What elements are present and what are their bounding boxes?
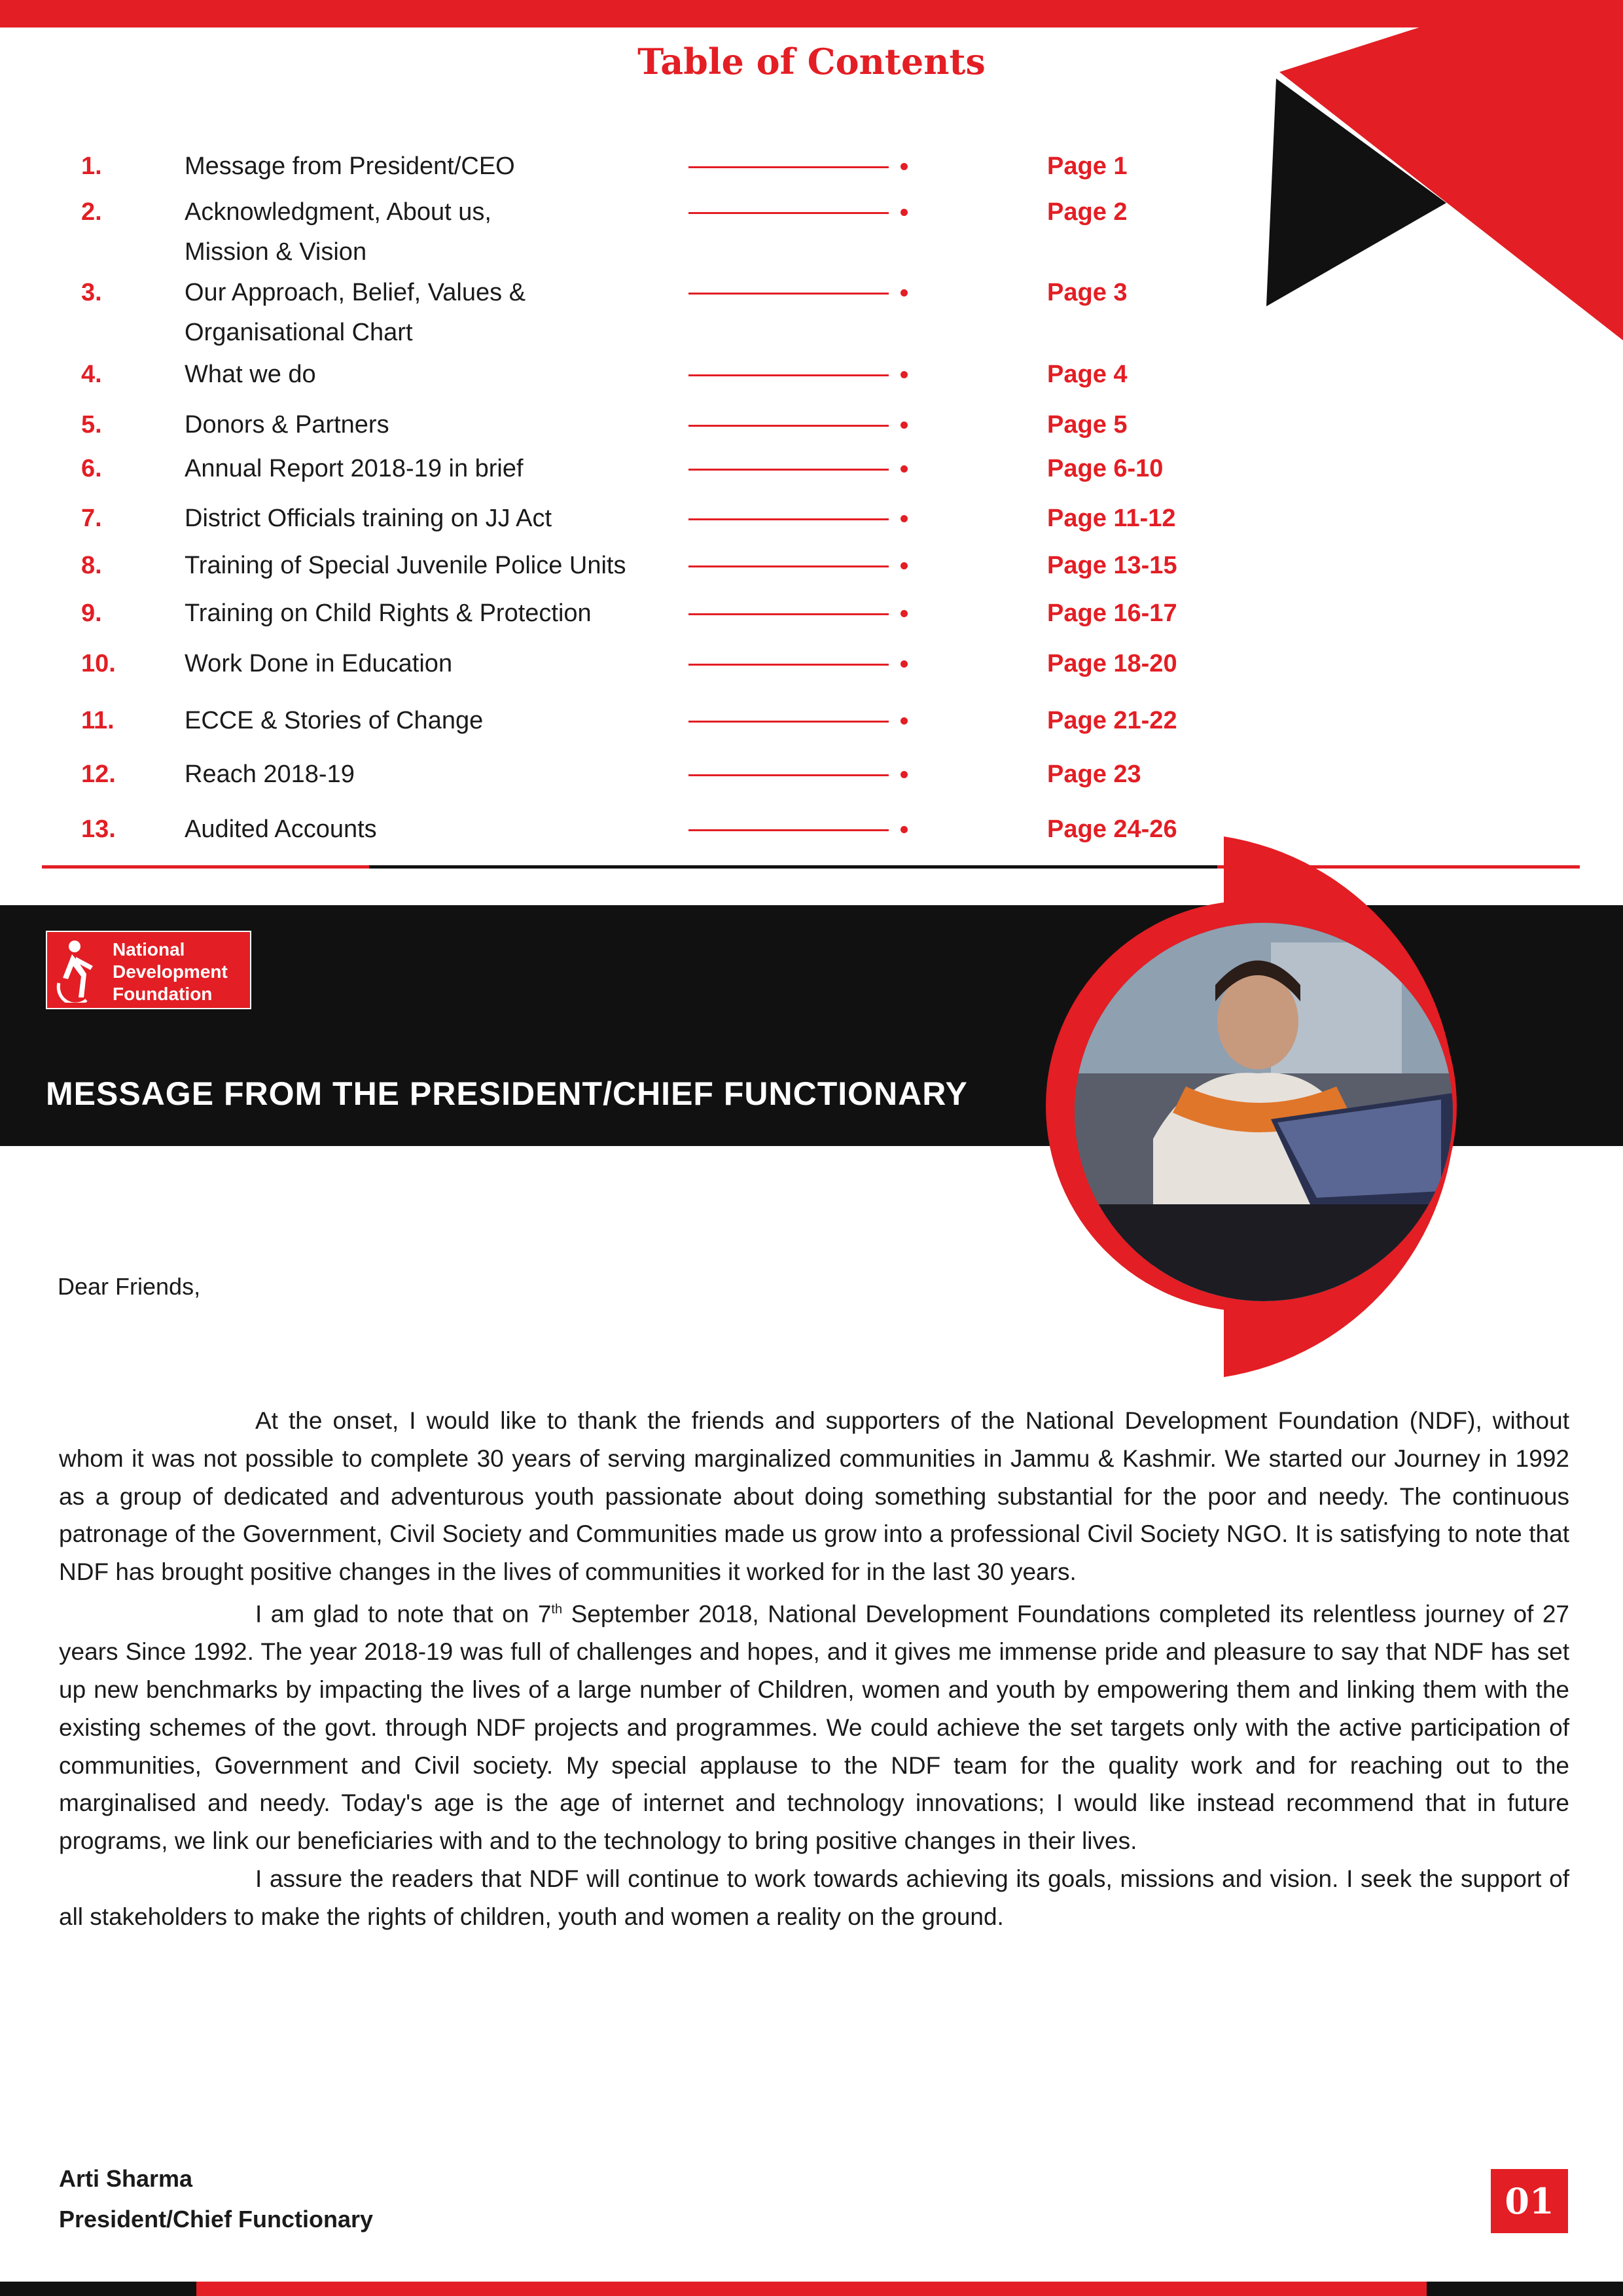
toc-leader-line (688, 829, 889, 831)
logo-line-3: Foundation (113, 984, 213, 1004)
toc-title: Table of Contents (637, 41, 986, 82)
toc-number: 9. (81, 600, 102, 627)
toc-entry-text: Training of Special Juvenile Police Units (185, 552, 626, 579)
toc-number: 2. (81, 198, 102, 226)
toc-bullet-dot (901, 771, 908, 778)
toc-bullet-dot (901, 562, 908, 569)
toc-entry-text: Reach 2018-19 (185, 761, 355, 788)
toc-number: 13. (81, 816, 116, 843)
toc-entry-text: Message from President/CEO (185, 152, 515, 180)
toc-page-ref: Page 6-10 (1047, 455, 1164, 482)
toc-leader-line (688, 374, 889, 376)
toc-bullet-dot (901, 610, 908, 617)
toc-bullet-dot (901, 422, 908, 429)
toc-page-ref: Page 16-17 (1047, 600, 1177, 627)
letter-p2-start: I am glad to note that on 7 (255, 1600, 552, 1628)
logo-wordmark (113, 939, 228, 1005)
toc-bullet-dot (901, 660, 908, 668)
logo-line-1: National (113, 939, 185, 960)
section-divider-accent-left (42, 865, 369, 869)
toc-leader-line (688, 565, 889, 567)
toc-page-ref: Page 23 (1047, 761, 1141, 788)
toc-page-ref: Page 3 (1047, 279, 1128, 306)
toc-number: 1. (81, 152, 102, 180)
toc-page-ref: Page 5 (1047, 411, 1128, 439)
toc-number: 7. (81, 505, 102, 532)
toc-bullet-dot (901, 371, 908, 378)
toc-bullet-dot (901, 717, 908, 725)
toc-leader-line (688, 425, 889, 427)
toc-entry-text: ECCE & Stories of Change (185, 707, 484, 734)
toc-page-ref: Page 18-20 (1047, 650, 1177, 677)
letter-body (59, 1402, 1569, 1935)
toc-number: 6. (81, 455, 102, 482)
toc-entry-text: Audited Accounts (185, 816, 377, 843)
letter-paragraph-1: At the onset, I would like to thank the friends and supporters of the National Development Foundation (NDF), without whom it was not possible to complete 30 years of serving marginalized communities in Jammu & Kashmir. We started our Journey in 1992 as a group of dedicated and adventurous youth passionate about doing something substantial for the poor and needy. The continuous patronage of the Government, Civil Society and Communities made us grow into a professional Civil Society NGO. It is satisfying to note that NDF has brought positive changes in the lives of communities it worked for in the last 30 years. (59, 1407, 1569, 1586)
toc-leader-line (688, 613, 889, 615)
toc-bullet-dot (901, 515, 908, 522)
toc-leader-line (688, 212, 889, 214)
toc-page-ref: Page 21-22 (1047, 707, 1177, 734)
president-photo (1075, 923, 1453, 1301)
toc-bullet-dot (901, 289, 908, 296)
letter-paragraph-3: I assure the readers that NDF will continue to work towards achieving its goals, missions and vision. I seek the support of all stakeholders to make the rights of children, youth and women a reality on the ground. (59, 1865, 1569, 1930)
logo-line-2: Development (113, 961, 228, 982)
toc-number: 10. (81, 650, 116, 677)
toc-number: 4. (81, 361, 102, 388)
banner-title: MESSAGE FROM THE PRESIDENT/CHIEF FUNCTIONARY (46, 1075, 968, 1112)
signatory-name: Arti Sharma (59, 2165, 193, 2192)
toc-leader-line (688, 518, 889, 520)
toc-leader-line (688, 469, 889, 471)
toc-leader-line (688, 166, 889, 168)
toc-bullet-dot (901, 163, 908, 170)
toc-page-ref: Page 13-15 (1047, 552, 1177, 579)
signatory-title: President/Chief Functionary (59, 2206, 374, 2233)
page-number-badge: 01 (1491, 2169, 1568, 2233)
toc-page-ref: Page 4 (1047, 361, 1128, 388)
toc-bullet-dot (901, 465, 908, 473)
salutation: Dear Friends, (58, 1273, 201, 1300)
toc-number: 12. (81, 761, 116, 788)
toc-entry-text: Acknowledgment, About us, Mission & Vision (185, 198, 491, 266)
toc-number: 8. (81, 552, 102, 579)
toc-page-ref: Page 11-12 (1047, 505, 1176, 532)
toc-number: 5. (81, 411, 102, 439)
toc-page-ref: Page 1 (1047, 152, 1128, 180)
date-superscript: th (551, 1602, 563, 1617)
toc-bullet-dot (901, 826, 908, 833)
toc-entry-text: District Officials training on JJ Act (185, 505, 552, 532)
toc-bullet-dot (901, 209, 908, 216)
bottom-bar-accent (196, 2282, 1427, 2296)
letter-paragraph-2 (59, 1591, 1569, 1860)
toc-entry-text: Work Done in Education (185, 650, 453, 677)
ndf-figure-icon (52, 937, 109, 1003)
toc-entry-text: What we do (185, 361, 316, 388)
letter-p2-rest: September 2018, National Development Foundations completed its relentless journey of 27 years Since 1992. The year 2018-19 was full of challenges and hopes, and it gives me immense pride and pleasure to say that NDF has set up new benchmarks by impacting the lives of a large number of Children, women and youth by empowering them and linking them with the existing schemes of the govt. through NDF projects and programmes. We could achieve the set targets only with the active participation of communities, Government and Civil society. My special applause to the NDF team for the quality work and for reaching out to the marginalised and needy. Today's age is the age of internet and technology innovations; I would like instead recommend that in future programs, we link our beneficiaries with and to the technology to bring positive changes in their lives. (59, 1600, 1569, 1855)
toc-leader-line (688, 774, 889, 776)
toc-number: 11. (81, 707, 115, 734)
toc-entry-text: Annual Report 2018-19 in brief (185, 455, 524, 482)
toc-entry-text: Training on Child Rights & Protection (185, 600, 592, 627)
toc-entry-text: Our Approach, Belief, Values & Organisational Chart (185, 279, 526, 346)
toc-page-ref: Page 24-26 (1047, 816, 1177, 843)
toc-leader-line (688, 721, 889, 723)
toc-page-ref: Page 2 (1047, 198, 1128, 226)
toc-leader-line (688, 293, 889, 295)
toc-entry-text: Donors & Partners (185, 411, 389, 439)
ndf-logo (46, 931, 251, 1009)
toc-number: 3. (81, 279, 102, 306)
toc-leader-line (688, 664, 889, 666)
